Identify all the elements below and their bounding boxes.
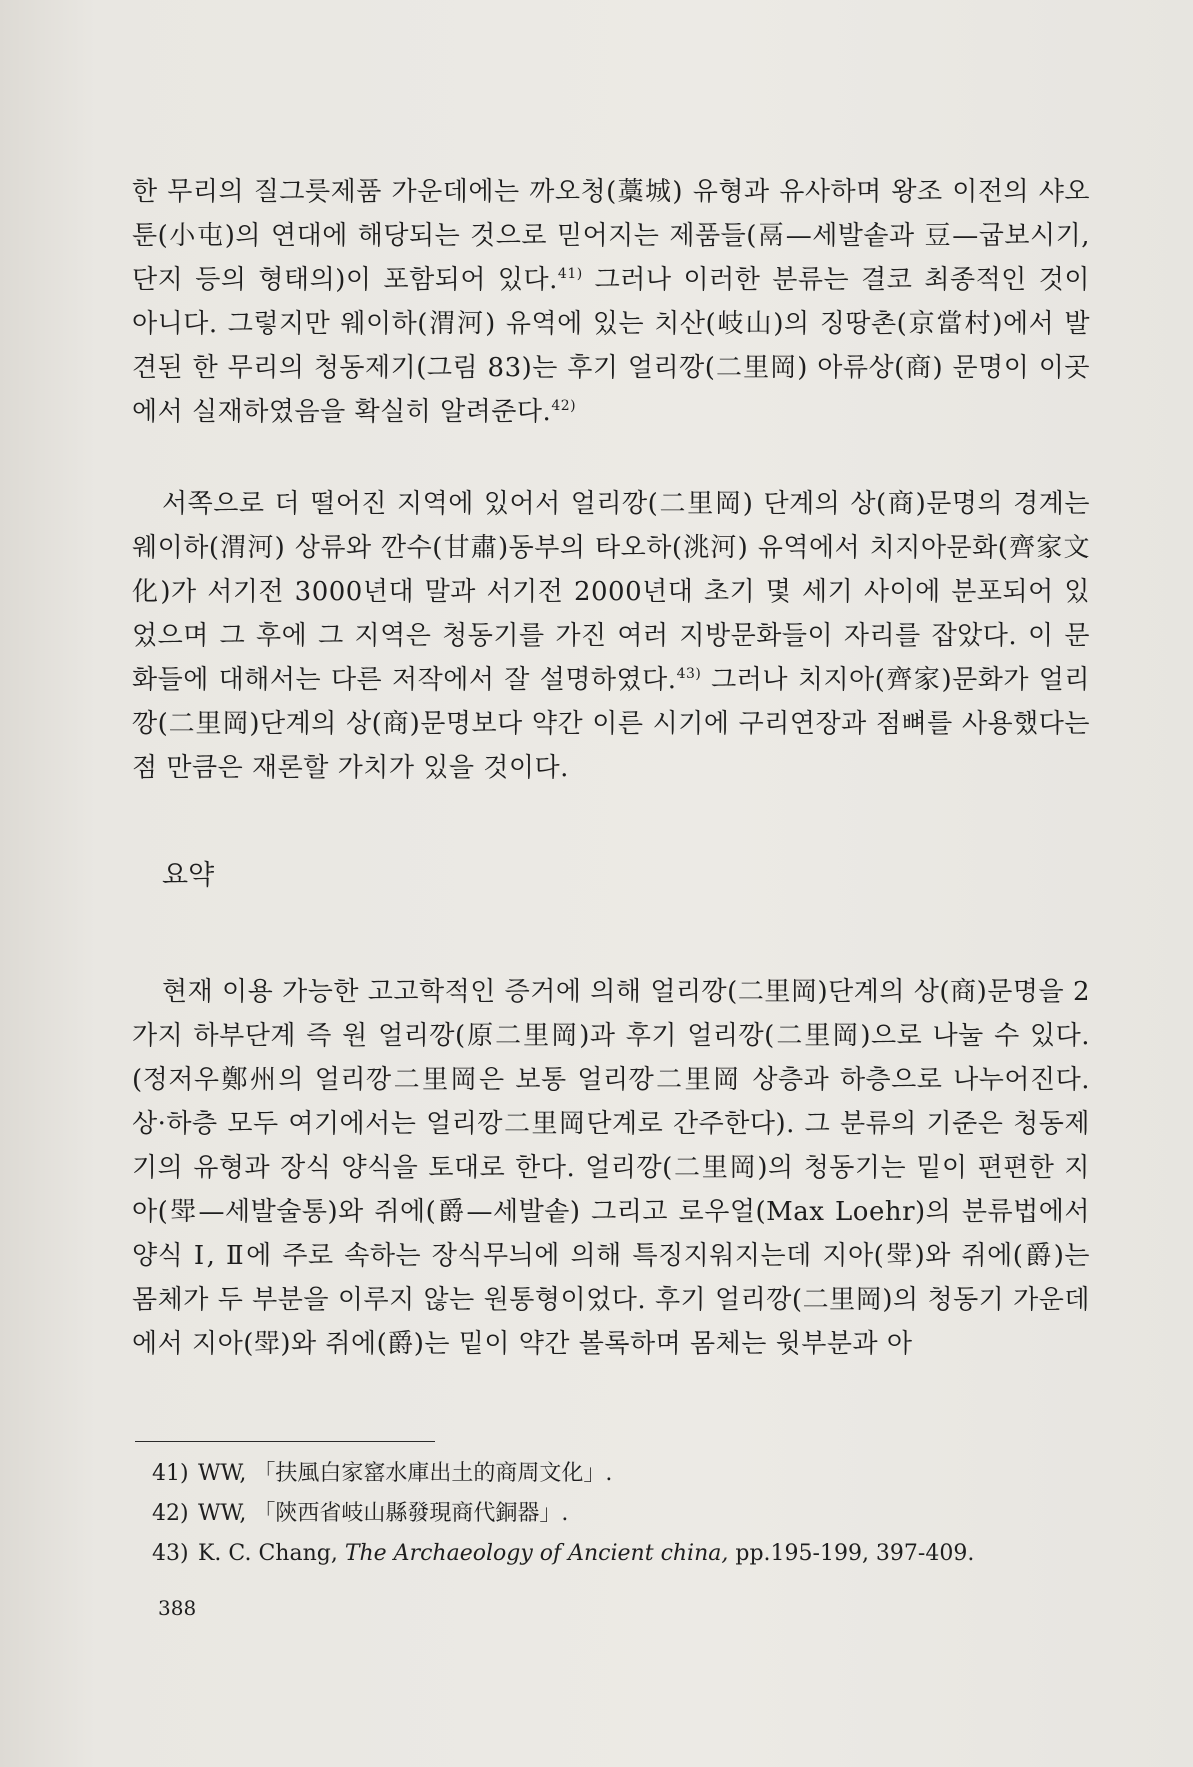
body-paragraph — [132, 970, 1090, 1366]
footnote-ref: 43) — [676, 666, 702, 682]
footnote-text: WW, 「扶風白家窰水庫出土的商周文化」. — [198, 1461, 613, 1486]
footnote-item — [152, 1494, 1082, 1534]
footnote-number: 42) — [152, 1501, 189, 1526]
body-paragraph — [132, 482, 1090, 790]
footnote-text: K. C. Chang, — [198, 1541, 345, 1566]
footnote-item — [152, 1534, 1082, 1574]
footnote-list — [152, 1454, 1082, 1574]
page-number: 388 — [158, 1596, 197, 1620]
footnote-pages: pp.195-199, 397-409. — [728, 1541, 975, 1566]
footnote-number: 41) — [152, 1461, 189, 1486]
footnote-item — [152, 1454, 1082, 1494]
paragraph-text: 서쪽으로 더 떨어진 지역에 있어서 얼리깡(二里岡) 단계의 상(商)문명의 경계는 웨이하(渭河) 상류와 깐수(甘肅)동부의 타오하(洮河) 유역에서 치지아문화(齊家文化)가 서기전 3000년대 말과 서기전 2000년대 초기 몇 세기 사이에 분포되어 있었으며 그 후에 그 지역은 청동기를 가진 여러 지방문화들이 자리를 잡았다. 이 문화들에 대해서는 다른 저작에서 잘 설명하였다. — [132, 489, 1090, 695]
body-paragraph — [132, 170, 1090, 434]
footnote-text: WW, 「陝西省岐山縣發現商代銅器」. — [198, 1501, 569, 1526]
section-heading: 요약 — [162, 860, 215, 891]
paragraph-text: 한 무리의 질그릇제품 가운데에는 까오청(藁城) 유형과 유사하며 왕조 이전의 샤오툰(小屯)의 연대에 해당되는 것으로 믿어지는 제품들(鬲—세발솥과 豆—굽보시기, 단지 등의 형태의)이 포함되어 있다. — [132, 177, 1090, 295]
paragraph-text: 현재 이용 가능한 고고학적인 증거에 의해 얼리깡(二里岡)단계의 상(商)문명을 2가지 하부단계 즉 원 얼리깡(原二里岡)과 후기 얼리깡(二里岡)으로 나눌 수 있다.(정저우鄭州의 얼리깡二里岡은 보통 얼리깡二里岡 상층과 하층으로 나누어진다. 상·하층 모두 여기에서는 얼리깡二里岡단계로 간주한다). 그 분류의 기준은 청동제기의 유형과 장식 양식을 토대로 한다. 얼리깡(二里岡)의 청동기는 밑이 편편한 지아(斝—세발술통)와 쥐에(爵—세발솥) 그리고 로우얼(Max Loehr)의 분류법에서 양식 Ⅰ, Ⅱ에 주로 속하는 장식무늬에 의해 특징지워지는데 지아(斝)와 쥐에(爵)는 몸체가 두 부분을 이루지 않는 원통형이었다. 후기 얼리깡(二里岡)의 청동기 가운데에서 지아(斝)와 쥐에(爵)는 밑이 약간 볼록하며 몸체는 윗부분과 아 — [132, 977, 1090, 1359]
footnote-number: 43) — [152, 1541, 189, 1566]
footnote-ref: 42) — [551, 398, 577, 414]
footnote-ref: 41) — [557, 266, 583, 282]
footnote-book-title: The Archaeology of Ancient china, — [344, 1541, 729, 1566]
footnote-divider — [135, 1441, 435, 1442]
paragraph-text: 그러나 이러한 분류는 결코 최종적인 것이 아니다. 그렇지만 웨이하(渭河) 유역에 있는 치산(岐山)의 징땅촌(京當村)에서 발견된 한 무리의 청동제기(그림 83)는 후기 얼리깡(二里岡) 아류상(商) 문명이 이곳에서 실재하였음을 확실히 알려준다. — [132, 265, 1091, 427]
paragraph-text: 그러나 치지아(齊家)문화가 얼리깡(二里岡)단계의 상(商)문명보다 약간 이른 시기에 구리연장과 점뼈를 사용했다는 점 만큼은 재론할 가치가 있을 것이다. — [132, 665, 1091, 783]
